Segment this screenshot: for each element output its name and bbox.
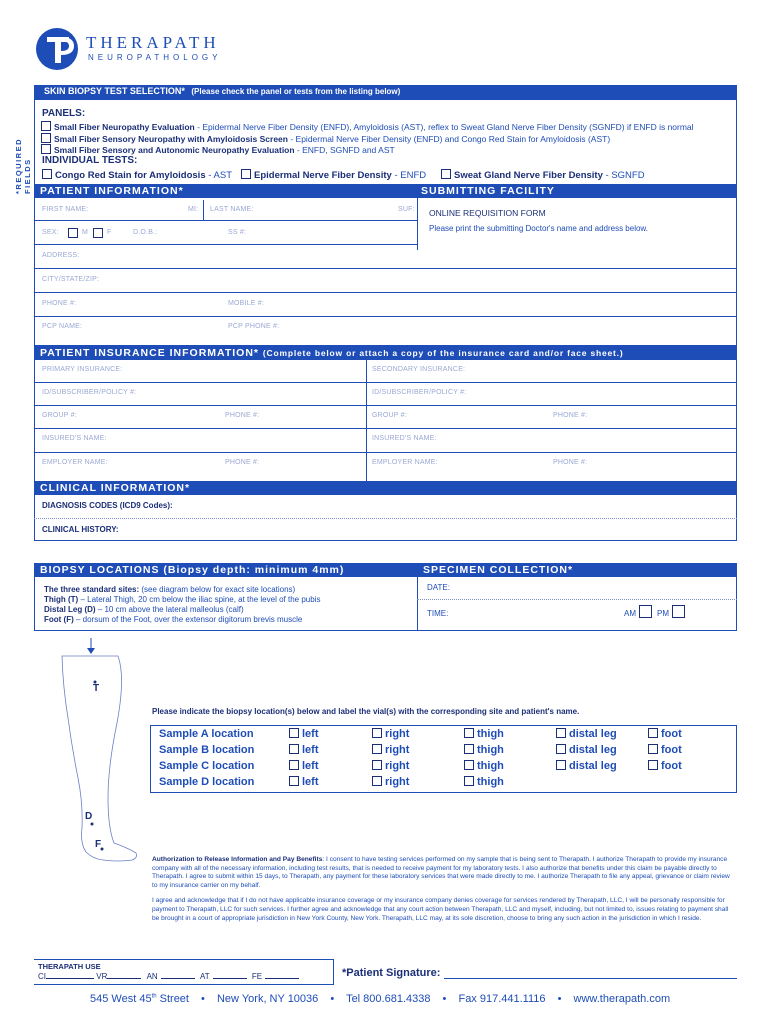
footer-address: 545 West 45th Street <box>90 993 189 1005</box>
diagram-thigh-label: T <box>93 683 100 694</box>
right-option[interactable]: right <box>372 728 409 740</box>
patient-section <box>34 184 737 346</box>
right-option[interactable]: right <box>372 744 409 756</box>
secondary-id-field[interactable]: ID/SUBSCRIBER/POLICY #: <box>372 389 467 396</box>
checkbox[interactable] <box>41 121 51 131</box>
foot-option[interactable]: foot <box>648 728 682 740</box>
required-fields-label: *REQUIRED FIELDS <box>14 137 32 194</box>
city-field[interactable]: CITY/STATE/ZIP: <box>42 276 100 283</box>
at-label: AT <box>199 972 210 981</box>
panel-option[interactable]: Small Fiber Sensory Neuropathy with Amyloidosis Screen - Epidermal Nerve Fiber Density (ENFD) and Congo Red Stain for Amyloidosis (AST) <box>41 133 694 145</box>
am-label: AM <box>624 609 636 618</box>
primary-insurance-field[interactable]: PRIMARY INSURANCE: <box>42 366 123 373</box>
secondary-employer-field[interactable]: EMPLOYER NAME: <box>372 459 438 466</box>
left-option[interactable]: left <box>289 760 319 772</box>
footer-website-link[interactable]: www.therapath.com <box>573 993 671 1005</box>
mobile-field[interactable]: MOBILE #: <box>228 300 265 307</box>
sample-label: Sample D location <box>159 776 255 788</box>
leg-diagram <box>58 638 158 868</box>
footer-tel: Tel 800.681.4338 <box>346 993 431 1005</box>
primary-insured-field[interactable]: INSURED'S NAME: <box>42 435 107 442</box>
last-name-field[interactable]: LAST NAME: <box>210 206 254 213</box>
distal-leg-option[interactable]: distal leg <box>556 760 617 772</box>
diagram-distal-label: D <box>85 811 93 822</box>
biopsy-instruction: Please indicate the biopsy location(s) below and label the vial(s) with the corresponding site and patient's name. <box>152 707 580 716</box>
secondary-insurance-field[interactable]: SECONDARY INSURANCE: <box>372 366 466 373</box>
secondary-employer-phone-field[interactable]: PHONE #: <box>553 459 588 466</box>
an-label: AN <box>146 972 158 981</box>
individual-test-option[interactable]: Sweat Gland Nerve Fiber Density - SGNFD <box>441 169 645 182</box>
panel-option[interactable]: Small Fiber Sensory and Autonomic Neuropathy Evaluation - ENFD, SGNFD and AST <box>41 144 694 156</box>
first-name-field[interactable]: FIRST NAME: <box>42 206 89 213</box>
am-checkbox[interactable] <box>639 605 652 618</box>
foot-option[interactable]: foot <box>648 744 682 756</box>
female-label: F <box>107 229 112 236</box>
brand-subtitle: NEUROPATHOLOGY <box>88 53 222 62</box>
footer: 545 West 45th Street • New York, NY 10036 • Tel 800.681.4338 • Fax 917.441.1116 • www.therapath.com <box>90 993 671 1005</box>
checkbox[interactable] <box>241 169 251 179</box>
pm-label: PM <box>657 609 669 618</box>
ci-label: CI <box>38 972 46 981</box>
brand-name: THERAPATH <box>86 33 220 52</box>
left-option[interactable]: left <box>289 728 319 740</box>
individual-tests-heading: INDIVIDUAL TESTS: <box>42 155 138 166</box>
skin-biopsy-subtitle: (Please check the panel or tests from the listing below) <box>191 87 401 96</box>
clinical-header: CLINICAL INFORMATION* <box>34 481 737 495</box>
thigh-option[interactable]: thigh <box>464 776 504 788</box>
skin-biopsy-title: SKIN BIOPSY TEST SELECTION* <box>44 86 185 96</box>
authorization-text: Authorization to Release Information and Pay Benefits: I consent to have testing services performed on my sample that is being sent to Therapath. I authorize Therapath to provide my insurance company with all of the necessary information, including test results, that is needed to receive payment for my laboratory tests. I also authorize that benefits under this claim be payable directly to Therapath. I agree to submit within 15 days, to Therapath, any payment for these laboratory services that were made directly to me. I authorize Therapath to file any appeal, grievance or claim review to my insurance carrier on my behalf. I agree and acknowledge that if I do not have applicable insurance coverage or my insurance company denies coverage for services rendered by Therapath, LLC, I will be personally responsible for payment to Therapath, LLC for such services. I further agree and acknowledge that any court action between Therapath, LLC and myself, including, but not limited to, issues relating to payment shall be brought in a court of appropriate jurisdiction in New York County, New York. Therapath, LLC may, at its sole discretion, choose to bring any such action in the jurisdiction in which I reside. <box>152 856 730 922</box>
footer-city: New York, NY 10036 <box>216 993 319 1005</box>
footer-fax: Fax 917.441.1116 <box>458 993 546 1005</box>
distal-leg-option[interactable]: distal leg <box>556 744 617 756</box>
ss-field[interactable]: SS #: <box>228 229 247 236</box>
secondary-group-field[interactable]: GROUP #: <box>372 412 407 419</box>
checkbox[interactable] <box>42 169 52 179</box>
submitting-line2: Please print the submitting Doctor's name and address below. <box>429 224 648 233</box>
panel-list <box>41 121 694 156</box>
logo <box>34 26 80 72</box>
sample-label: Sample B location <box>159 744 255 756</box>
biopsy-sites: The three standard sites: (see diagram below for exact site locations) Thigh (T) – Lateral Thigh, 20 cm below the iliac spine, at the level of the pubis Distal Leg (D) – 10 cm above the lateral malleolus (calf) Foot (F) – dorsum of the Foot, over the extensor digitorum brevis muscle <box>44 585 321 624</box>
distal-leg-option[interactable]: distal leg <box>556 728 617 740</box>
sex-male-checkbox[interactable] <box>68 228 78 238</box>
checkbox[interactable] <box>41 133 51 143</box>
specimen-time-field[interactable]: TIME: <box>427 609 449 618</box>
patient-signature-label: *Patient Signature: <box>342 967 441 979</box>
checkbox[interactable] <box>41 144 51 154</box>
foot-option[interactable]: foot <box>648 760 682 772</box>
panel-option[interactable]: Small Fiber Neuropathy Evaluation - Epidermal Nerve Fiber Density (ENFD), Amyloidosis (AST), reflex to Sweat Gland Nerve Fiber Density (SGNFD) if ENFD is normal <box>41 121 694 133</box>
submitting-facility-header: SUBMITTING FACILITY <box>417 184 737 198</box>
male-label: M <box>82 229 89 236</box>
dob-field[interactable]: D.O.B.: <box>133 229 158 236</box>
secondary-insured-field[interactable]: INSURED'S NAME: <box>372 435 437 442</box>
secondary-phone-field[interactable]: PHONE #: <box>553 412 588 419</box>
individual-test-option[interactable]: Congo Red Stain for Amyloidosis - AST <box>42 169 232 182</box>
primary-employer-phone-field[interactable]: PHONE #: <box>225 459 260 466</box>
patient-info-header: PATIENT INFORMATION* <box>34 184 417 198</box>
thigh-option[interactable]: thigh <box>464 744 504 756</box>
submitting-line1: ONLINE REQUISITION FORM <box>429 208 546 218</box>
right-option[interactable]: right <box>372 760 409 772</box>
signature-line[interactable] <box>444 978 737 979</box>
sample-label: Sample A location <box>159 728 254 740</box>
specimen-header: SPECIMEN COLLECTION* <box>417 563 737 577</box>
left-option[interactable]: left <box>289 776 319 788</box>
checkbox[interactable] <box>441 169 451 179</box>
fe-label: FE <box>251 972 263 981</box>
vr-label: VR <box>96 972 108 981</box>
insurance-title: PATIENT INSURANCE INFORMATION* <box>40 347 259 359</box>
sex-label: SEX: <box>42 229 59 236</box>
suffix-field[interactable]: SUF: <box>398 206 415 213</box>
primary-employer-field[interactable]: EMPLOYER NAME: <box>42 459 108 466</box>
therapath-use-title: THERAPATH USE <box>38 962 101 971</box>
diagnosis-codes-field[interactable]: DIAGNOSIS CODES (ICD9 Codes): <box>42 501 173 510</box>
logo-mark-icon <box>34 26 80 72</box>
primary-phone-field[interactable]: PHONE #: <box>225 412 260 419</box>
sample-label: Sample C location <box>159 760 255 772</box>
skin-biopsy-header <box>34 85 737 100</box>
left-option[interactable]: left <box>289 744 319 756</box>
address-field[interactable]: ADDRESS: <box>42 252 80 259</box>
thigh-option[interactable]: thigh <box>464 760 504 772</box>
insurance-header <box>34 346 737 360</box>
mi-field[interactable]: MI: <box>188 206 199 213</box>
primary-id-field[interactable]: ID/SUBSCRIBER/POLICY #: <box>42 389 137 396</box>
biopsy-header: BIOPSY LOCATIONS (Biopsy depth: minimum 4mm) <box>34 563 417 577</box>
right-option[interactable]: right <box>372 776 409 788</box>
clinical-history-field[interactable]: CLINICAL HISTORY: <box>42 525 119 534</box>
primary-group-field[interactable]: GROUP #: <box>42 412 77 419</box>
individual-test-option[interactable]: Epidermal Nerve Fiber Density - ENFD <box>241 169 426 182</box>
specimen-date-field[interactable]: DATE: <box>427 583 450 592</box>
pcp-name-field[interactable]: PCP NAME: <box>42 323 83 330</box>
pm-checkbox[interactable] <box>672 605 685 618</box>
panels-heading: PANELS: <box>42 108 86 119</box>
diagram-foot-label: F <box>95 839 102 850</box>
phone-field[interactable]: PHONE #: <box>42 300 77 307</box>
therapath-use-fields <box>38 972 299 981</box>
insurance-subtitle: (Complete below or attach a copy of the insurance card and/or face sheet.) <box>262 348 624 358</box>
sex-female-checkbox[interactable] <box>93 228 103 238</box>
thigh-option[interactable]: thigh <box>464 728 504 740</box>
pcp-phone-field[interactable]: PCP PHONE #: <box>228 323 280 330</box>
